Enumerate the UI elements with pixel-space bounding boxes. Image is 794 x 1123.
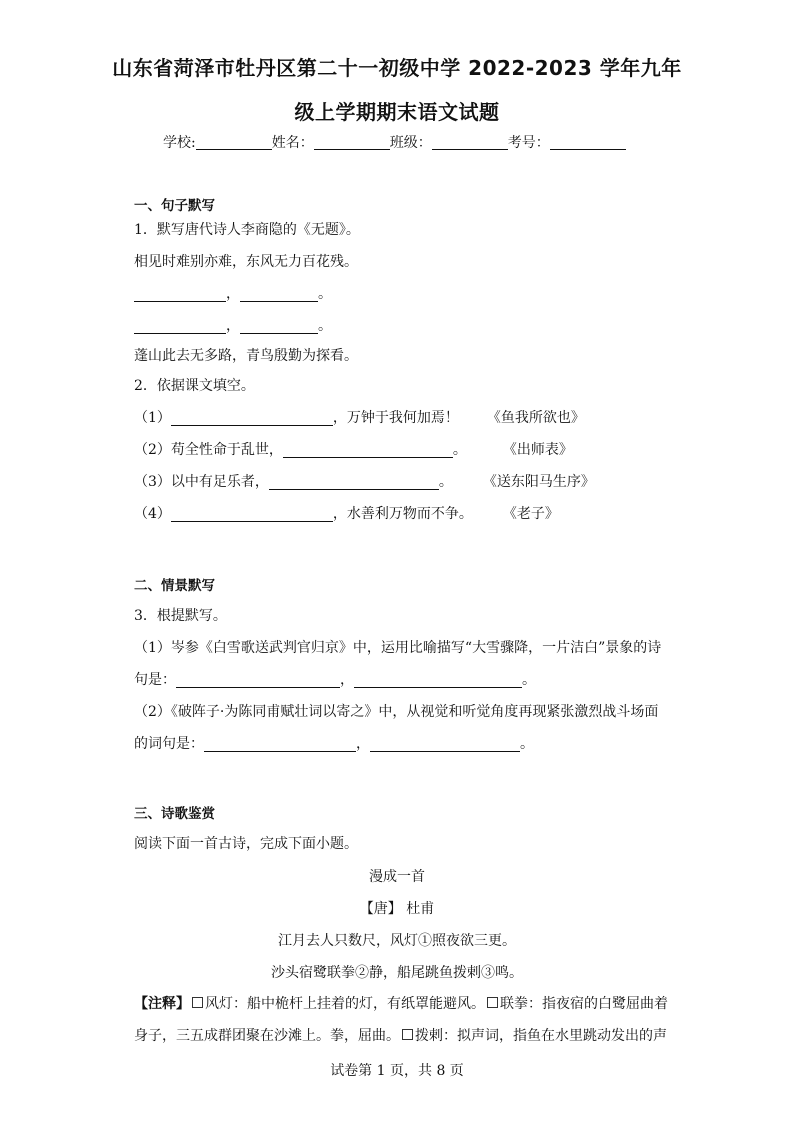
- poem-line-2: 沙头宿鹭联拳②静，船尾跳鱼拨剌③鸣。: [271, 965, 523, 981]
- title-line-1: 山东省菏泽市牡丹区第二十一初级中学 2022-2023 学年九年: [112, 56, 682, 80]
- q1-line-4: 蓬山此去无多路，青鸟殷勤为探看。: [134, 348, 358, 364]
- section-heading-2: 二、情景默写: [134, 578, 215, 594]
- note-marker-icon: [487, 997, 498, 1008]
- q2-item-4: （4） ，水善利万物而不争。 《老子》: [134, 506, 559, 522]
- poem-author: 【唐】 杜甫: [359, 901, 435, 917]
- q1-line-1: 相见时难别亦难，东风无力百花残。: [134, 254, 358, 270]
- q1-blank-4[interactable]: [240, 319, 318, 334]
- q2-blank-1[interactable]: [171, 411, 333, 426]
- poem-line-1: 江月去人只数尺，风灯①照夜欲三更。: [278, 933, 516, 949]
- q2-blank-3[interactable]: [269, 475, 439, 490]
- q2-item-1: （1） ，万钟于我何加焉！ 《鱼我所欲也》: [134, 410, 585, 426]
- q1-blank-3[interactable]: [134, 319, 226, 334]
- q3-blank-2[interactable]: [354, 673, 522, 688]
- q2-prompt: 2．依据课文填空。: [134, 378, 255, 394]
- q2-item-3: （3）以中有足乐者， 。 《送东阳马生序》: [134, 474, 595, 490]
- class-label: 班级：: [389, 135, 432, 151]
- q2-blank-4[interactable]: [171, 507, 333, 522]
- title-line-2: 级上学期期末语文试题: [294, 100, 500, 124]
- q2-item-2: （2）苟全性命于乱世， 。 《出师表》: [134, 442, 573, 458]
- school-label: 学校:: [163, 135, 196, 151]
- q3-blank-3[interactable]: [204, 737, 356, 752]
- school-blank[interactable]: [196, 135, 272, 150]
- section3-intro: 阅读下面一首古诗，完成下面小题。: [134, 836, 358, 852]
- section-heading-1: 一、句子默写: [134, 198, 215, 214]
- number-label: 考号：: [507, 135, 550, 151]
- note-line-1: 【注释】 风灯：船中桅杆上挂着的灯，有纸罩能避风。 联拳：指夜宿的白鹭屈曲着: [134, 996, 668, 1012]
- q1-prompt: 1．默写唐代诗人李商隐的《无题》。: [134, 222, 360, 238]
- q3-part2-line2: 的词句是： ， 。: [134, 736, 534, 752]
- q3-part1-line1: （1）岑参《白雪歌送武判官归京》中，运用比喻描写“大雪骤降，一片洁白”景象的诗: [134, 640, 662, 656]
- note-marker-icon: [402, 1029, 413, 1040]
- q3-blank-4[interactable]: [370, 737, 520, 752]
- note-line-2: 身子，三五成群团聚在沙滩上。拳，屈曲。 拨剌：拟声词，指鱼在水里跳动发出的声: [134, 1028, 667, 1044]
- poem-title: 漫成一首: [369, 869, 425, 885]
- q3-part2-line1: （2）《破阵子·为陈同甫赋壮词以寄之》中，从视觉和听觉角度再现紧张激烈战斗场面: [134, 704, 659, 720]
- q1-blank-2[interactable]: [240, 287, 318, 302]
- q3-prompt: 3．根提默写。: [134, 608, 227, 624]
- name-label: 姓名：: [271, 135, 314, 151]
- page-footer: 试卷第 1 页，共 8 页: [330, 1063, 464, 1079]
- student-info-row: [163, 132, 626, 152]
- q1-blank-1[interactable]: [134, 287, 226, 302]
- q1-line-2: ， 。: [134, 284, 332, 304]
- note-label: 【注释】: [134, 996, 190, 1012]
- number-blank[interactable]: [550, 135, 626, 150]
- name-blank[interactable]: [314, 135, 390, 150]
- class-blank[interactable]: [432, 135, 508, 150]
- section-heading-3: 三、诗歌鉴赏: [134, 806, 215, 822]
- q3-blank-1[interactable]: [176, 673, 340, 688]
- q2-blank-2[interactable]: [283, 443, 453, 458]
- q1-line-3: ， 。: [134, 316, 332, 336]
- note-marker-icon: [192, 997, 203, 1008]
- q3-part1-line2: 句是： ， 。: [134, 672, 536, 688]
